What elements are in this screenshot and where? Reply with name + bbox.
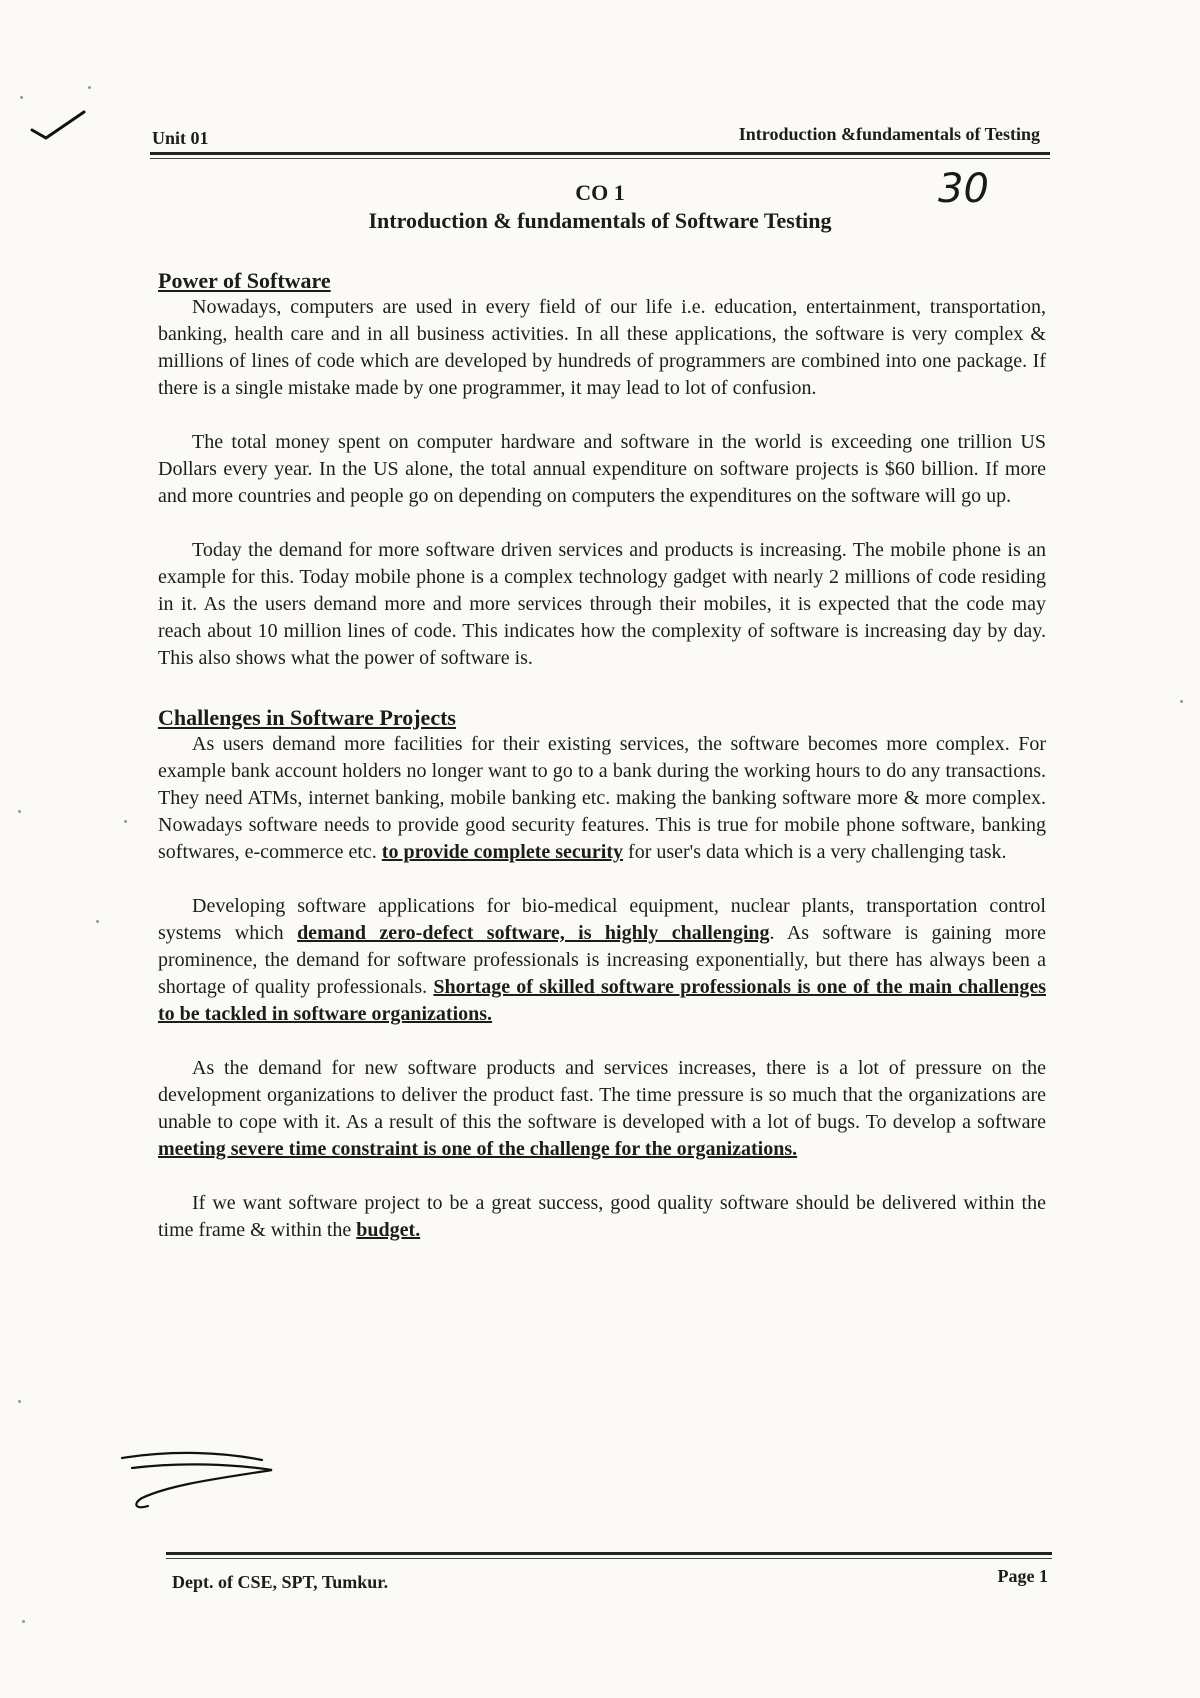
check-mark-icon: [28, 108, 88, 148]
scan-speck: [88, 86, 91, 89]
chapter-label: Introduction &fundamentals of Testing: [738, 124, 1040, 144]
signature-scribble: [112, 1440, 282, 1520]
paragraph: Today the demand for more software driven services and products is increasing. The mobile phone is an example for this. Today mobile phone is a complex technology gadget with nearly 2 millions of code residing in it. As the users demand more and more services through their mobiles, it is expected that the code may reach about 10 million lines of code. This indicates how the complexity of software is increasing day by day. This also shows what the power of software is.: [158, 539, 1046, 669]
paragraph: As users demand more facilities for their existing services, the software becomes more complex. For example bank account holders no longer want to go to a bank during the working hours to do any transactions. They need ATMs, internet banking, mobile banking etc. making the banking software more & more complex. Nowadays software needs to provide good security features. This is true for mobile phone software, banking softwares, e-commerce etc. to provide complete security for user's data which is a very challenging task.: [158, 733, 1046, 863]
scan-speck: [22, 1620, 25, 1623]
paragraph: Developing software applications for bio-medical equipment, nuclear plants, transportation control systems which demand zero-defect software, is highly challenging. As software is gaining more prominence, the demand for software professionals is increasing exponentially, but there has always been a shortage of quality professionals. Shortage of skilled software professionals is one of the main challenges to be tackled in software organizations.: [158, 895, 1047, 1025]
scan-speck: [20, 96, 23, 99]
section-heading-challenges: Challenges in Software Projects: [158, 705, 456, 730]
header-rule: [150, 152, 1050, 155]
footer-rule-thin: [166, 1558, 1052, 1559]
paragraph: As the demand for new software products and services increases, there is a lot of pressure on the development organizations to deliver the product fast. The time pressure is so much that the organizations are unable to cope with it. As a result of this the software is developed with a lot of bugs. To develop a software meeting severe time constraint is one of the challenge for the organizations.: [158, 1057, 1046, 1160]
section-heading-power: Power of Software: [158, 268, 331, 293]
scan-speck: [1180, 700, 1183, 703]
paragraph: Nowadays, computers are used in every field of our life i.e. education, entertainment, transportation, banking, health care and in all business activities. In all these applications, the software is very complex & millions of lines of code which are developed by hundreds of programmers are combined into one package. If there is a single mistake made by one programmer, it may lead to lot of confusion.: [158, 296, 1046, 399]
scan-speck: [124, 820, 127, 823]
paragraph: The total money spent on computer hardware and software in the world is exceeding one trillion US Dollars every year. In the US alone, the total annual expenditure on software projects is $60 billion. If more and more countries and people go on depending on computers the expenditures on the software will go up.: [158, 431, 1046, 507]
page-number: Page 1: [997, 1566, 1048, 1586]
paragraph: If we want software project to be a great success, good quality software should be delivered within the time frame & within the budget.: [158, 1192, 1046, 1241]
header-rule-thin: [150, 158, 1050, 159]
page-title: Introduction & fundamentals of Software Testing: [368, 208, 832, 233]
scan-speck: [96, 920, 99, 923]
emphasis-text: to provide complete security: [381, 841, 624, 863]
department-label: Dept. of CSE, SPT, Tumkur.: [172, 1572, 389, 1592]
footer-rule: [166, 1552, 1052, 1555]
scan-speck: [18, 1400, 21, 1403]
emphasis-text: demand zero-defect software, is highly challenging: [297, 922, 770, 944]
emphasis-text: budget.: [356, 1219, 421, 1241]
emphasis-text: Shortage of skilled software professionals is one of the main challenges to be tackled in software organizations.: [158, 976, 1047, 1025]
svg-text:30: 30: [938, 166, 989, 212]
document-body: [158, 268, 1046, 1244]
emphasis-text: meeting severe time constraint is one of the challenge for the organizations.: [158, 1138, 798, 1160]
course-outcome-label: CO 1: [575, 180, 625, 205]
unit-label: Unit 01: [152, 128, 209, 148]
scan-speck: [18, 810, 21, 813]
